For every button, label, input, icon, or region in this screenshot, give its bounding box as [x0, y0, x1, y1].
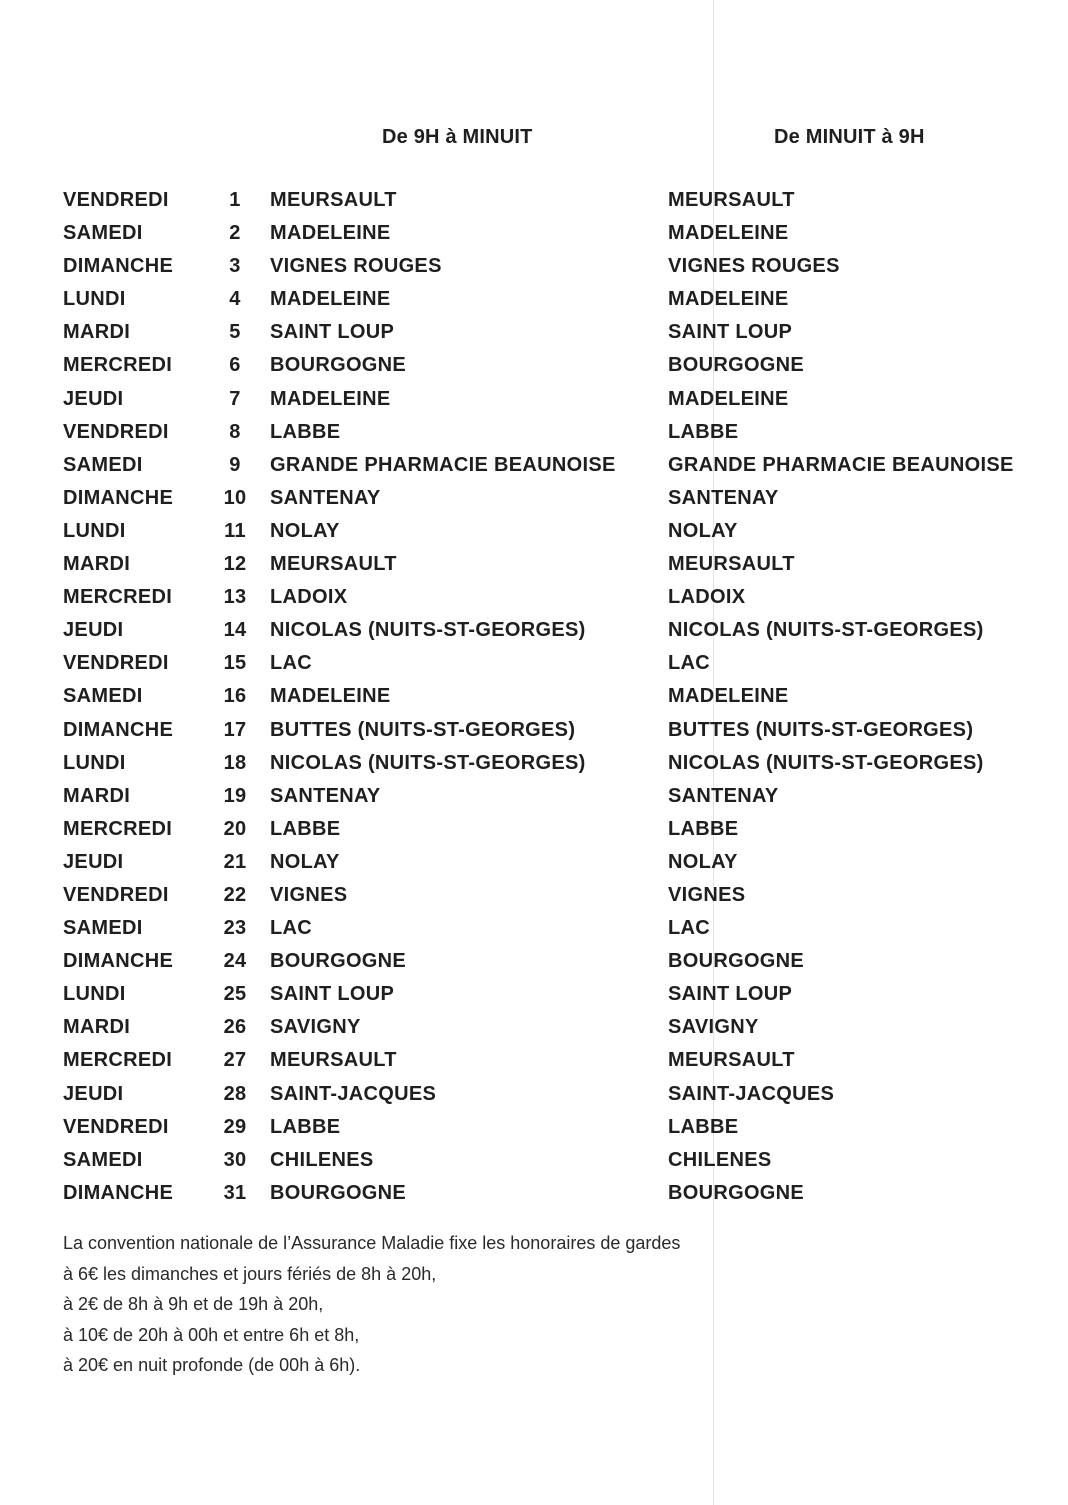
- date-number-cell: 31: [223, 1181, 247, 1204]
- schedule-row: [0, 581, 1068, 614]
- weekday-cell: JEUDI: [63, 1082, 124, 1105]
- day-pharmacy-cell: SAINT-JACQUES: [270, 1082, 437, 1105]
- day-pharmacy-cell: NICOLAS (NUITS-ST-GEORGES): [270, 751, 586, 774]
- night-pharmacy-cell: NICOLAS (NUITS-ST-GEORGES): [668, 751, 984, 774]
- day-pharmacy-cell: CHILENES: [270, 1148, 374, 1171]
- schedule-row: [0, 250, 1068, 283]
- night-shift-header: De MINUIT à 9H: [774, 126, 925, 148]
- schedule-row: [0, 1011, 1068, 1044]
- schedule-row: [0, 283, 1068, 316]
- day-pharmacy-cell: MEURSAULT: [270, 553, 397, 576]
- day-pharmacy-cell: LABBE: [270, 420, 341, 443]
- weekday-cell: MARDI: [63, 553, 131, 576]
- fee-notice-line: à 6€ les dimanches et jours fériés de 8h à 20h,: [63, 1263, 437, 1284]
- schedule-row: [0, 316, 1068, 349]
- weekday-cell: VENDREDI: [63, 883, 169, 906]
- night-pharmacy-cell: LADOIX: [668, 586, 746, 609]
- day-pharmacy-cell: MEURSAULT: [270, 189, 397, 211]
- weekday-cell: VENDREDI: [63, 1115, 169, 1138]
- night-pharmacy-cell: BOURGOGNE: [668, 950, 805, 973]
- day-pharmacy-cell: NOLAY: [270, 850, 340, 873]
- night-pharmacy-cell: SAINT LOUP: [668, 983, 793, 1006]
- schedule-row: [0, 515, 1068, 548]
- day-pharmacy-cell: BOURGOGNE: [270, 950, 407, 973]
- weekday-cell: DIMANCHE: [63, 718, 174, 741]
- weekday-cell: MERCREDI: [63, 354, 173, 377]
- date-number-cell: 4: [229, 288, 241, 311]
- schedule-row: [0, 383, 1068, 416]
- date-number-cell: 15: [223, 652, 247, 675]
- day-pharmacy-cell: MEURSAULT: [270, 1049, 397, 1072]
- day-pharmacy-cell: MADELEINE: [270, 387, 391, 410]
- weekday-cell: SAMEDI: [63, 917, 143, 940]
- night-pharmacy-cell: BOURGOGNE: [668, 354, 805, 377]
- night-pharmacy-cell: MADELEINE: [668, 685, 789, 708]
- day-pharmacy-cell: BOURGOGNE: [270, 1181, 407, 1204]
- schedule-row: [0, 349, 1068, 382]
- date-number-cell: 25: [223, 983, 247, 1006]
- fee-notice-line: à 20€ en nuit profonde (de 00h à 6h).: [63, 1355, 361, 1375]
- night-pharmacy-cell: MEURSAULT: [668, 1049, 795, 1072]
- night-pharmacy-cell: MEURSAULT: [668, 553, 795, 576]
- date-number-cell: 1: [229, 189, 241, 211]
- date-number-cell: 26: [223, 1016, 247, 1039]
- weekday-cell: JEUDI: [63, 619, 124, 642]
- weekday-cell: SAMEDI: [63, 685, 143, 708]
- weekday-cell: DIMANCHE: [63, 486, 174, 509]
- fee-notice-line: à 2€ de 8h à 9h et de 19h à 20h,: [63, 1294, 324, 1314]
- day-pharmacy-cell: LAC: [270, 917, 313, 940]
- weekday-cell: JEUDI: [63, 850, 124, 873]
- date-number-cell: 12: [223, 553, 247, 576]
- night-pharmacy-cell: MADELEINE: [668, 222, 789, 245]
- schedule-row: [0, 614, 1068, 647]
- night-pharmacy-cell: VIGNES: [668, 883, 746, 906]
- night-pharmacy-cell: MADELEINE: [668, 288, 789, 311]
- schedule-row: [0, 416, 1068, 449]
- day-pharmacy-cell: LABBE: [270, 1115, 341, 1138]
- date-number-cell: 27: [223, 1049, 247, 1072]
- schedule-row: [0, 548, 1068, 581]
- date-number-cell: 6: [229, 354, 241, 377]
- day-pharmacy-cell: MADELEINE: [270, 685, 391, 708]
- weekday-cell: LUNDI: [63, 288, 126, 311]
- date-number-cell: 24: [223, 950, 247, 973]
- day-pharmacy-cell: VIGNES: [270, 883, 348, 906]
- night-pharmacy-cell: MADELEINE: [668, 387, 789, 410]
- day-pharmacy-cell: MADELEINE: [270, 288, 391, 311]
- night-pharmacy-cell: NICOLAS (NUITS-ST-GEORGES): [668, 619, 984, 642]
- date-number-cell: 23: [223, 917, 247, 940]
- date-number-cell: 20: [223, 817, 247, 840]
- fee-notice: [63, 1228, 963, 1381]
- date-number-cell: 11: [224, 519, 246, 542]
- date-number-cell: 8: [229, 420, 241, 443]
- weekday-cell: DIMANCHE: [63, 255, 174, 278]
- weekday-cell: DIMANCHE: [63, 1181, 174, 1204]
- schedule-row: [0, 879, 1068, 912]
- night-pharmacy-cell: SANTENAY: [668, 784, 779, 807]
- schedule-row: [0, 1078, 1068, 1111]
- schedule-row: [0, 184, 1068, 217]
- weekday-cell: LUNDI: [63, 983, 126, 1006]
- weekday-cell: MARDI: [63, 1016, 131, 1039]
- schedule-row: [0, 647, 1068, 680]
- schedule-row: [0, 449, 1068, 482]
- day-pharmacy-cell: SANTENAY: [270, 486, 381, 509]
- day-pharmacy-cell: GRANDE PHARMACIE BEAUNOISE: [270, 453, 616, 476]
- schedule-row: [0, 846, 1068, 879]
- weekday-cell: VENDREDI: [63, 189, 169, 211]
- day-pharmacy-cell: NOLAY: [270, 519, 340, 542]
- date-number-cell: 29: [223, 1115, 247, 1138]
- fee-notice-line: La convention nationale de l’Assurance Maladie fixe les honoraires de gardes: [63, 1233, 681, 1253]
- schedule-row: [0, 978, 1068, 1011]
- schedule-row: [0, 912, 1068, 945]
- day-pharmacy-cell: LABBE: [270, 817, 341, 840]
- weekday-cell: DIMANCHE: [63, 950, 174, 973]
- date-number-cell: 16: [223, 685, 247, 708]
- day-pharmacy-cell: LAC: [270, 652, 313, 675]
- night-pharmacy-cell: BOURGOGNE: [668, 1181, 805, 1204]
- night-pharmacy-cell: SAVIGNY: [668, 1016, 759, 1039]
- date-number-cell: 19: [223, 784, 247, 807]
- date-number-cell: 22: [223, 883, 247, 906]
- day-pharmacy-cell: MADELEINE: [270, 222, 391, 245]
- day-pharmacy-cell: NICOLAS (NUITS-ST-GEORGES): [270, 619, 586, 642]
- night-pharmacy-cell: LABBE: [668, 1115, 739, 1138]
- schedule-row: [0, 747, 1068, 780]
- day-pharmacy-cell: VIGNES ROUGES: [270, 255, 442, 278]
- night-pharmacy-cell: LABBE: [668, 817, 739, 840]
- date-number-cell: 13: [223, 586, 247, 609]
- weekday-cell: LUNDI: [63, 519, 126, 542]
- night-pharmacy-cell: LABBE: [668, 420, 739, 443]
- night-pharmacy-cell: BUTTES (NUITS-ST-GEORGES): [668, 718, 974, 741]
- date-number-cell: 10: [223, 486, 247, 509]
- day-pharmacy-cell: SAINT LOUP: [270, 321, 395, 344]
- weekday-cell: JEUDI: [63, 387, 124, 410]
- date-number-cell: 3: [229, 255, 241, 278]
- night-pharmacy-cell: NOLAY: [668, 519, 738, 542]
- night-pharmacy-cell: SAINT-JACQUES: [668, 1082, 835, 1105]
- night-pharmacy-cell: NOLAY: [668, 850, 738, 873]
- day-pharmacy-cell: SAVIGNY: [270, 1016, 361, 1039]
- weekday-cell: SAMEDI: [63, 222, 143, 245]
- weekday-cell: MERCREDI: [63, 586, 173, 609]
- schedule-row: [0, 945, 1068, 978]
- weekday-cell: VENDREDI: [63, 420, 169, 443]
- weekday-cell: SAMEDI: [63, 1148, 143, 1171]
- day-pharmacy-cell: BUTTES (NUITS-ST-GEORGES): [270, 718, 576, 741]
- schedule-row: [0, 780, 1068, 813]
- date-number-cell: 14: [223, 619, 247, 642]
- weekday-cell: MARDI: [63, 321, 131, 344]
- date-number-cell: 28: [223, 1082, 247, 1105]
- night-pharmacy-cell: SAINT LOUP: [668, 321, 793, 344]
- date-number-cell: 30: [223, 1148, 247, 1171]
- night-pharmacy-cell: CHILENES: [668, 1148, 772, 1171]
- weekday-cell: SAMEDI: [63, 453, 143, 476]
- weekday-cell: MERCREDI: [63, 817, 173, 840]
- schedule-row: [0, 1044, 1068, 1077]
- day-pharmacy-cell: SAINT LOUP: [270, 983, 395, 1006]
- weekday-cell: LUNDI: [63, 751, 126, 774]
- schedule-row: [0, 680, 1068, 713]
- date-number-cell: 7: [229, 387, 241, 410]
- night-pharmacy-cell: LAC: [668, 652, 711, 675]
- date-number-cell: 2: [229, 222, 241, 245]
- date-number-cell: 17: [223, 718, 247, 741]
- date-number-cell: 18: [223, 751, 247, 774]
- date-number-cell: 21: [223, 850, 247, 873]
- night-pharmacy-cell: GRANDE PHARMACIE BEAUNOISE: [668, 453, 1014, 476]
- schedule-row: [0, 482, 1068, 515]
- schedule-row: [0, 813, 1068, 846]
- weekday-cell: MERCREDI: [63, 1049, 173, 1072]
- schedule-row: [0, 1177, 1068, 1210]
- weekday-cell: VENDREDI: [63, 652, 169, 675]
- schedule-row: [0, 714, 1068, 747]
- schedule-row: [0, 1111, 1068, 1144]
- night-pharmacy-cell: MEURSAULT: [668, 189, 795, 211]
- fee-notice-line: à 10€ de 20h à 00h et entre 6h et 8h,: [63, 1324, 360, 1345]
- night-pharmacy-cell: SANTENAY: [668, 486, 779, 509]
- day-pharmacy-cell: SANTENAY: [270, 784, 381, 807]
- day-pharmacy-cell: LADOIX: [270, 586, 348, 609]
- night-pharmacy-cell: VIGNES ROUGES: [668, 255, 840, 278]
- date-number-cell: 5: [229, 321, 241, 344]
- night-pharmacy-cell: LAC: [668, 917, 711, 940]
- date-number-cell: 9: [229, 453, 241, 476]
- day-pharmacy-cell: BOURGOGNE: [270, 354, 407, 377]
- schedule-row: [0, 1144, 1068, 1177]
- schedule-row: [0, 217, 1068, 250]
- schedule-table: [0, 184, 1068, 1210]
- day-shift-header: De 9H à MINUIT: [382, 126, 533, 148]
- weekday-cell: MARDI: [63, 784, 131, 807]
